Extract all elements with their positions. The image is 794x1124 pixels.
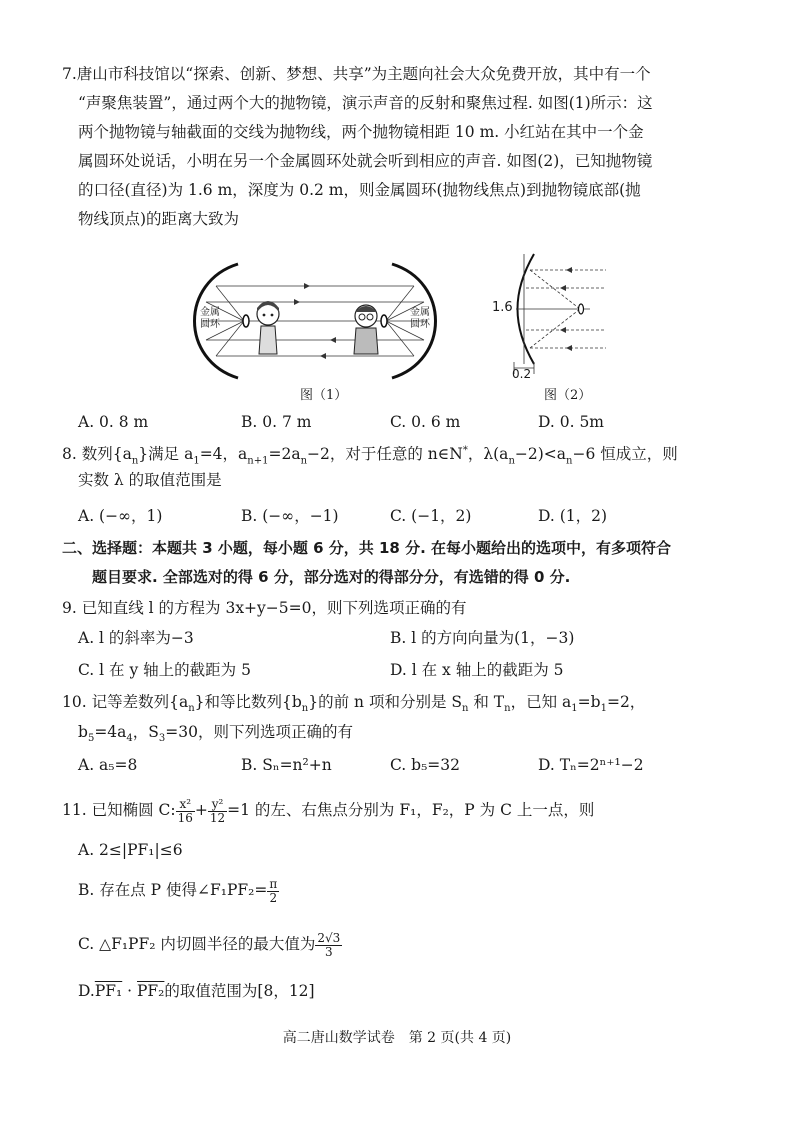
q9-stem: 9. 已知直线 l 的方程为 3x+y−5=0，则下列选项正确的有 bbox=[62, 599, 467, 617]
q7-option-c[interactable]: C. 0. 6 m bbox=[390, 413, 461, 431]
q11-option-a[interactable]: A. 2≤|PF₁|≤6 bbox=[78, 841, 183, 859]
q11-option-c[interactable]: C. △F₁PF₂ 内切圆半径的最大值为 $\frac{2√3}{3}$ bbox=[78, 930, 341, 959]
q10-line-2: $b_5=4a_4$，$S_3=30$，则下列选项正确的有 bbox=[78, 723, 353, 745]
q7-line-1: 7.唐山市科技馆以“探索、创新、梦想、共享”为主题向社会大众免费开放，其中有一个 bbox=[62, 65, 651, 83]
q7-line-3: 两个抛物镜与轴截面的交线为抛物线，两个抛物镜相距 10 m. 小红站在其中一个金 bbox=[78, 123, 644, 141]
q7-line-6: 物线顶点)的距离大致为 bbox=[78, 210, 240, 228]
figure-2-parabola-dimensions bbox=[490, 252, 610, 380]
page-footer: 高二唐山数学试卷 第 2 页(共 4 页) bbox=[282, 1030, 512, 1046]
fig1-caption: 图（1） bbox=[300, 388, 348, 403]
q8-line-2: 实数 λ 的取值范围是 bbox=[78, 471, 222, 489]
section-2-instructions-line-1: 二、选择题：本题共 3 小题，每小题 6 分，共 18 分. 在每小题给出的选项中，有多项符合 bbox=[62, 539, 672, 557]
q9-option-a[interactable]: A. l 的斜率为−3 bbox=[78, 629, 194, 647]
q10-option-c[interactable]: C. b₅=32 bbox=[390, 756, 461, 774]
q7-option-a[interactable]: A. 0. 8 m bbox=[78, 413, 149, 431]
fig2-caption: 图（2） bbox=[544, 388, 592, 403]
q11-option-b[interactable]: B. 存在点 P 使得∠F₁PF₂= $\frac{\pi}{2}$ bbox=[78, 876, 278, 905]
q10-option-d[interactable]: D. Tₙ=2ⁿ⁺¹−2 bbox=[538, 756, 644, 774]
q7-option-b[interactable]: B. 0. 7 m bbox=[241, 413, 312, 431]
q8-option-c[interactable]: C. (−1，2) bbox=[390, 507, 472, 525]
section-2-instructions-line-2: 题目要求. 全部选对的得 6 分，部分选对的得部分分，有选错的得 0 分. bbox=[92, 568, 571, 586]
q9-option-c[interactable]: C. l 在 y 轴上的截距为 5 bbox=[78, 661, 251, 679]
fig1-label-left-2: 圆环 bbox=[200, 319, 220, 330]
q7-line-5: 的口径(直径)为 1.6 m，深度为 0.2 m，则金属圆环(抛物线焦点)到抛物镜底部(抛 bbox=[78, 181, 641, 199]
q9-option-b[interactable]: B. l 的方向向量为(1，−3) bbox=[390, 629, 575, 647]
q8-option-a[interactable]: A. (−∞，1) bbox=[78, 507, 163, 525]
fig2-height-label: 1.6 bbox=[492, 300, 513, 315]
fig1-label-left-1: 金属 bbox=[200, 307, 220, 318]
q10-option-b[interactable]: B. Sₙ=n²+n bbox=[241, 756, 332, 774]
q11-option-d[interactable]: D.PF₁ · PF₂的取值范围为[8，12] bbox=[78, 982, 315, 1000]
q11-fraction-y: $\frac{\text{y²}}{12}$ bbox=[209, 796, 226, 825]
q11-stem: 11. 已知椭圆 C: $\frac{\text{x²}}{16}$ + $\frac{\text{y²}}{12}$ =1 的左、右焦点分别为 F₁，F₂，P 为 C 上一点，则 bbox=[62, 796, 595, 825]
q9-option-d[interactable]: D. l 在 x 轴上的截距为 5 bbox=[390, 661, 564, 679]
q7-option-d[interactable]: D. 0. 5m bbox=[538, 413, 605, 431]
q8-option-d[interactable]: D. (1，2) bbox=[538, 507, 608, 525]
q11-fraction-x: $\frac{\text{x²}}{16}$ bbox=[177, 796, 193, 825]
q8-line-1: 8. 数列$\{a_n\}$满足 $a_1=4$，$a_{n+1}=2a_n-2$，对于任意的 n∈N*，$\lambda(a_n-2)<a_n-6$ 恒成立，则 bbox=[62, 445, 678, 467]
fig1-label-right-2: 圆环 bbox=[410, 319, 430, 330]
q8-option-b[interactable]: B. (−∞，−1) bbox=[241, 507, 339, 525]
q10-option-a[interactable]: A. a₅=8 bbox=[78, 756, 138, 774]
fig2-depth-label: 0.2 bbox=[512, 367, 532, 381]
fig1-label-right-1: 金属 bbox=[410, 307, 430, 318]
q7-line-2: “声聚焦装置”，通过两个大的抛物镜，演示声音的反射和聚焦过程. 如图(1)所示：这 bbox=[78, 94, 653, 112]
q7-line-4: 属圆环处说话，小明在另一个金属圆环处就会听到相应的声音. 如图(2)，已知抛物镜 bbox=[78, 152, 653, 170]
q10-line-1: 10. 记等差数列$\{a_n\}$和等比数列$\{b_n\}$的前 n 项和分别是 $S_n$ 和 $T_n$，已知 $a_1=b_1=2$， bbox=[62, 693, 646, 715]
